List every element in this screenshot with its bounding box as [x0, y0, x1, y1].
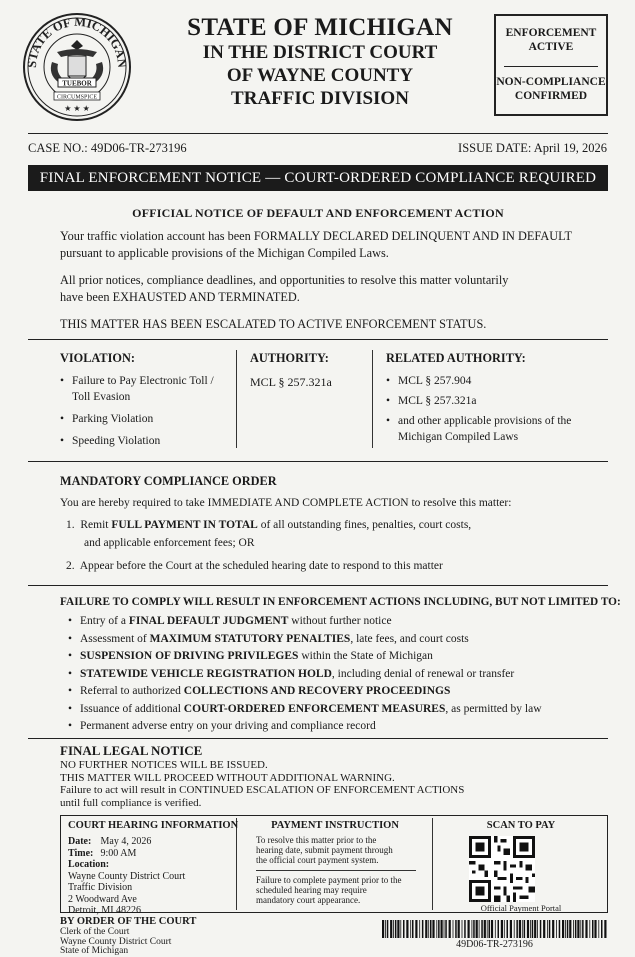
header-court: IN THE DISTRICT COURT: [202, 42, 438, 63]
payment-line: the official court payment system.: [256, 855, 379, 865]
list-item: • MCL § 257.904: [386, 375, 472, 387]
intro-line: have been EXHAUSTED AND TERMINATED.: [60, 290, 300, 304]
column-divider: [432, 818, 433, 910]
divider: [28, 585, 608, 586]
list-item: • Entry of a FINAL DEFAULT JUDGMENT without further notice: [68, 615, 392, 627]
location-line: Detroit, MI 48226: [68, 905, 142, 916]
clerk-line: Wayne County District Court: [60, 936, 172, 947]
state-seal-logo: [22, 12, 132, 122]
list-item: • Permanent adverse entry on your driving and compliance record: [68, 720, 376, 732]
intro-line: pursuant to applicable provisions of the Michigan Compiled Laws.: [60, 246, 389, 260]
case-barcode: [382, 920, 607, 938]
payment-line: mandatory court appearance.: [256, 895, 361, 905]
final-legal-notice-body: [60, 759, 600, 809]
column-divider: [236, 818, 237, 910]
compliance-order-intro: You are hereby required to take IMMEDIATE AND COMPLETE ACTION to resolve this matter:: [60, 497, 512, 509]
divider: [256, 870, 416, 871]
related-authority-list: [386, 373, 601, 445]
order-by-court-heading: BY ORDER OF THE COURT: [60, 916, 197, 927]
divider: [28, 738, 608, 739]
payment-line: hearing date, submit payment through: [256, 845, 393, 855]
notice-line: THIS MATTER WILL PROCEED WITHOUT ADDITIONAL WARNING.: [60, 771, 395, 784]
related-authority-heading: RELATED AUTHORITY:: [386, 351, 526, 365]
seal-banner-text: TUEBOR: [62, 79, 92, 88]
qr-caption: Official Payment Portal: [480, 903, 562, 913]
location-line: Traffic Division: [68, 882, 133, 893]
final-notice-banner: FINAL ENFORCEMENT NOTICE — COURT-ORDERED COMPLIANCE REQUIRED: [28, 165, 608, 191]
scan-to-pay-heading: SCAN TO PAY: [486, 820, 556, 831]
list-item: Michigan Compiled Laws: [398, 431, 519, 443]
stamp-noncompliance: NON-COMPLIANCE: [496, 76, 606, 88]
payment-instruction-heading: PAYMENT INSTRUCTION: [271, 820, 399, 831]
case-number: CASE NO.: 49D06-TR-273196: [28, 141, 187, 155]
clerk-signature-block: [60, 928, 171, 957]
list-item: • STATEWIDE VEHICLE REGISTRATION HOLD, including denial of renewal or transfer: [68, 667, 515, 680]
notice-line: Failure to act will result in CONTINUED ESCALATION OF ENFORCEMENT ACTIONS: [60, 784, 465, 796]
compliance-option-2: 2. Appear before the Court at the scheduled hearing date to respond to this matter: [66, 560, 443, 572]
list-item: • Failure to Pay Electronic Toll /: [60, 375, 214, 387]
list-item: • Parking Violation: [60, 413, 154, 425]
header-division: TRAFFIC DIVISION: [231, 88, 409, 109]
svg-text:★ ★ ★: ★ ★ ★: [64, 104, 90, 113]
payment-qr-code[interactable]: [469, 836, 535, 902]
list-item: • MCL § 257.321a: [386, 395, 477, 407]
divider: [28, 339, 608, 340]
payment-warning-text: [256, 875, 426, 905]
notice-line: NO FURTHER NOTICES WILL BE ISSUED.: [60, 759, 268, 771]
header-county: OF WAYNE COUNTY: [226, 65, 414, 86]
notice-line: until full compliance is verified.: [60, 796, 202, 809]
seal-outer-text: STATE OF MICHIGAN: [24, 14, 130, 69]
hearing-date: Date: May 4, 2026: [68, 836, 152, 847]
list-item: • Referral to authorized COLLECTIONS AND RECOVERY PROCEEDINGS: [68, 685, 451, 697]
violation-list: [60, 373, 230, 449]
divider: [28, 133, 608, 134]
intro-line: All prior notices, compliance deadlines, and opportunities to resolve this matter voluntarily: [60, 273, 509, 287]
column-divider: [236, 350, 237, 448]
authority-value: MCL § 257.321a: [250, 375, 332, 389]
failure-heading: FAILURE TO COMPLY WILL RESULT IN ENFORCEMENT ACTIONS INCLUDING, BUT NOT LIMITED TO:: [60, 596, 621, 608]
stamp-enforcement: ENFORCEMENT: [505, 27, 597, 39]
list-item: • and other applicable provisions of the: [386, 415, 572, 427]
payment-line: scheduled hearing may require: [256, 885, 367, 895]
list-item: Toll Evasion: [72, 391, 131, 403]
enforcement-status-box: [494, 14, 608, 116]
intro-paragraph-2: [60, 272, 600, 306]
final-legal-notice-heading: FINAL LEGAL NOTICE: [60, 743, 203, 758]
compliance-option-1: 1. Remit FULL PAYMENT IN TOTAL of all outstanding fines, penalties, court costs, and applicable enforcement fees; OR: [66, 516, 596, 552]
enforcement-actions-list: [68, 613, 603, 736]
intro-line: Your traffic violation account has been FORMALLY DECLARED DELINQUENT AND IN DEFAULT: [60, 229, 572, 243]
payment-line: To resolve this matter prior to the: [256, 835, 377, 845]
barcode-number: 49D06-TR-273196: [456, 939, 533, 950]
column-divider: [372, 350, 373, 448]
hearing-info-details: [68, 836, 233, 917]
compliance-option-1-cont: and applicable enforcement fees; OR: [84, 537, 255, 549]
escalation-statement: THIS MATTER HAS BEEN ESCALATED TO ACTIVE ENFORCEMENT STATUS.: [60, 317, 487, 331]
divider: [28, 461, 608, 462]
clerk-line: State of Michigan: [60, 946, 129, 956]
compliance-order-heading: MANDATORY COMPLIANCE ORDER: [60, 474, 277, 488]
stamp-confirmed: CONFIRMED: [514, 90, 588, 102]
list-item: • Assessment of MAXIMUM STATUTORY PENALTIES, late fees, and court costs: [68, 632, 469, 645]
list-item: • Speeding Violation: [60, 435, 161, 447]
stamp-active: ACTIVE: [528, 41, 574, 53]
court-header: [150, 14, 490, 110]
seal-bottom-text: CIRCUMSPICE: [56, 94, 98, 101]
list-item: • Issuance of additional COURT-ORDERED ENFORCEMENT MEASURES, as permitted by law: [68, 702, 542, 715]
clerk-line: Clerk of the Court: [60, 927, 130, 937]
payment-instruction-text: [256, 835, 426, 865]
issue-date: ISSUE DATE: April 19, 2026: [458, 141, 607, 155]
hearing-info-heading: COURT HEARING INFORMATION: [68, 820, 239, 831]
hearing-time: Time: 9:00 AM: [68, 847, 137, 859]
violation-heading: VIOLATION:: [60, 351, 135, 365]
intro-paragraph-1: [60, 228, 600, 262]
hearing-location-label: Location:: [68, 859, 110, 870]
location-line: Wayne County District Court: [68, 870, 186, 882]
header-state: STATE OF MICHIGAN: [187, 14, 453, 41]
location-line: 2 Woodward Ave: [68, 893, 137, 905]
official-notice-heading: OFFICIAL NOTICE OF DEFAULT AND ENFORCEMENT ACTION: [132, 206, 504, 220]
payment-line: Failure to complete payment prior to the: [256, 875, 402, 885]
authority-heading: AUTHORITY:: [250, 351, 329, 365]
list-item: • SUSPENSION OF DRIVING PRIVILEGES within the State of Michigan: [68, 650, 433, 662]
